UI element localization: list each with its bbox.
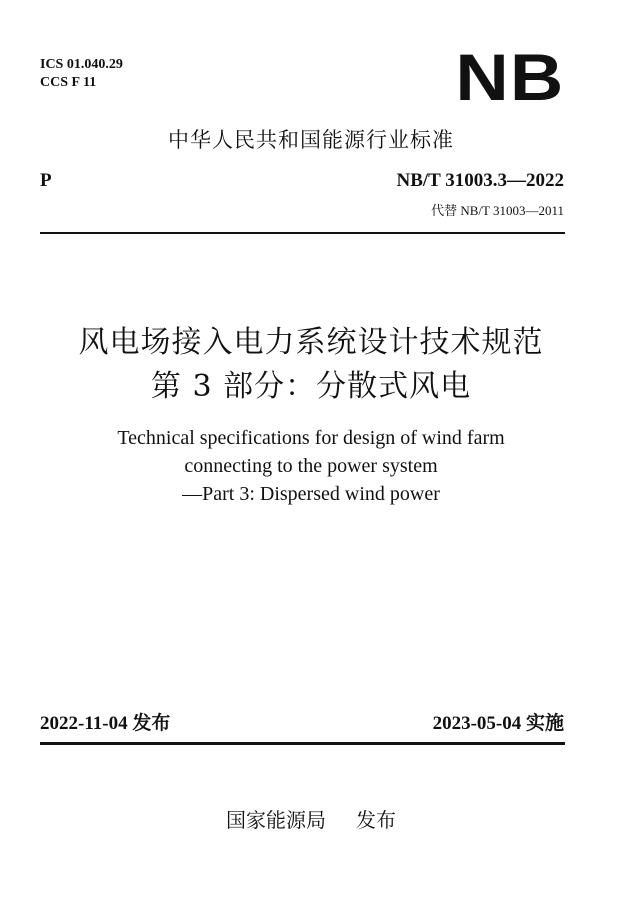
title-zh-line2: 第 3 部分：分散式风电 [150, 369, 472, 404]
title-en [0, 424, 622, 508]
ics-code: ICS 01.040.29 [40, 57, 123, 72]
replaces-note: 代替 NB/T 31003—2011 [431, 203, 564, 218]
title-en-line2: connecting to the power system [184, 455, 438, 477]
title-en-line3: —Part 3: Dispersed wind power [182, 483, 440, 505]
standard-name: 中华人民共和国能源行业标准 [168, 128, 454, 152]
top-divider [40, 232, 565, 234]
issuer-name: 国家能源局 [226, 808, 326, 832]
issuer-action: 发布 [356, 808, 396, 832]
category-code: P [40, 170, 52, 191]
title-zh-line1: 风电场接入电力系统设计技术规范 [78, 325, 544, 360]
implementation-date: 2023-05-04 实施 [432, 713, 564, 734]
bottom-divider [40, 742, 565, 745]
title-en-line1: Technical specifications for design of wind farm [117, 427, 505, 449]
standard-number: NB/T 31003.3—2022 [396, 170, 564, 191]
classification-codes [40, 56, 123, 92]
issuer [0, 804, 622, 833]
release-date: 2022-11-04 发布 [40, 713, 171, 734]
nb-logo: NB [454, 40, 564, 114]
ccs-code: CCS F 11 [40, 75, 97, 90]
